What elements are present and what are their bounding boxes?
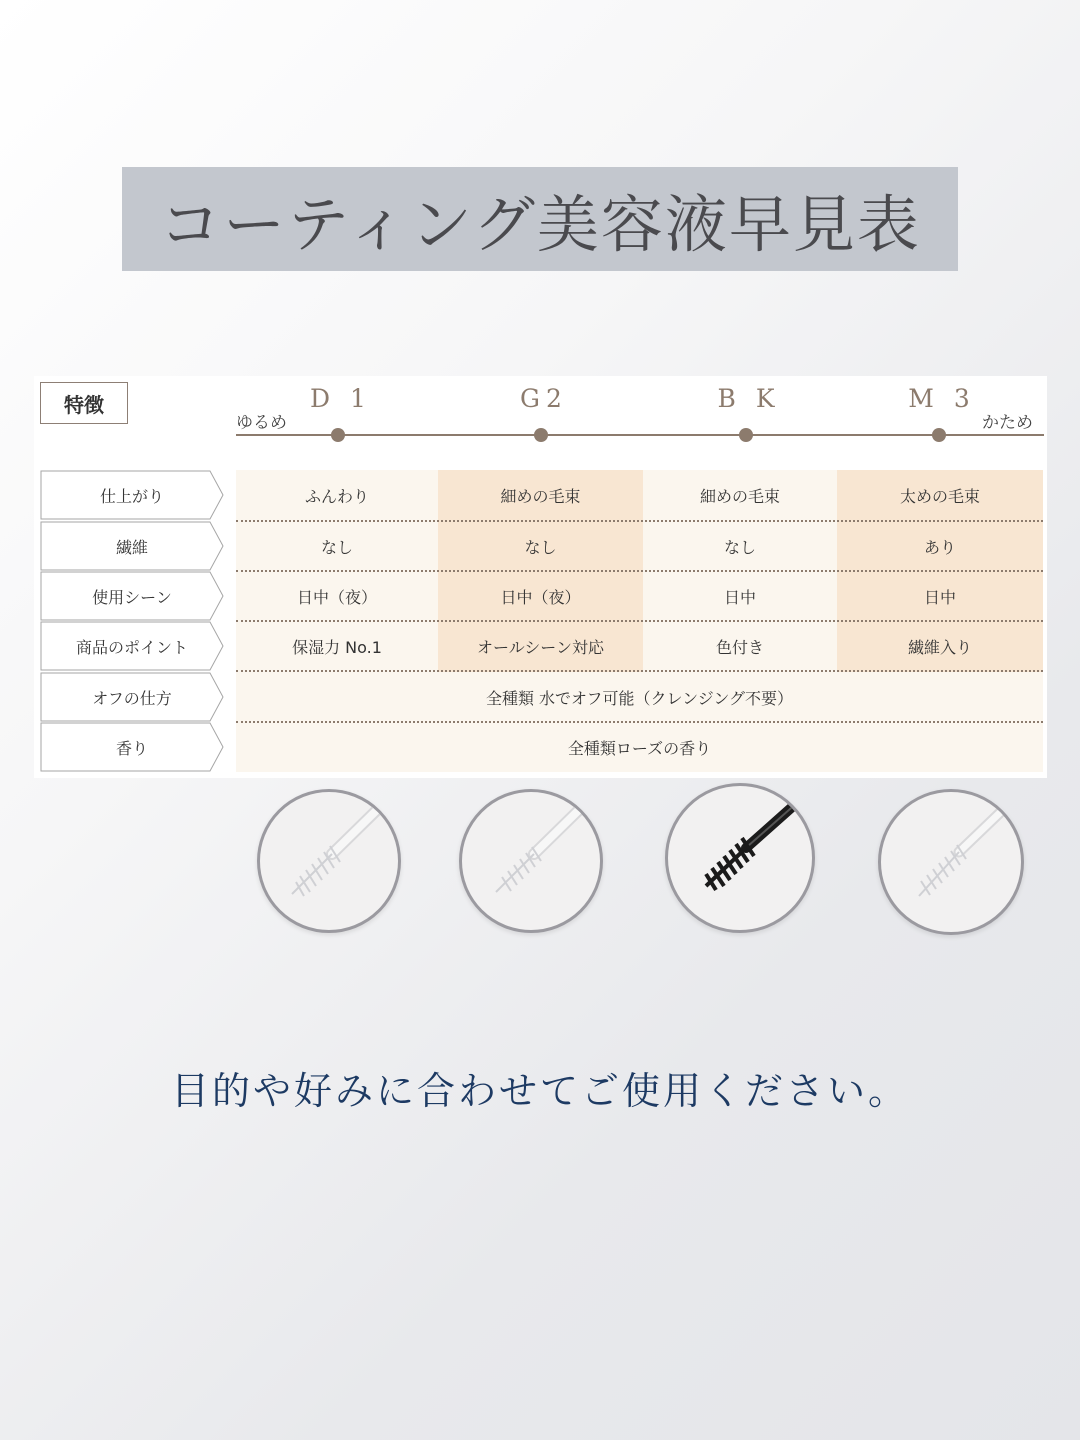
hardness-scale-line xyxy=(236,434,1044,436)
row-label-point xyxy=(40,621,224,671)
product-code-d1: D 1 xyxy=(310,384,372,413)
table-row xyxy=(40,672,1043,722)
row-label-scent xyxy=(40,722,224,772)
table-cell: 日中 xyxy=(923,587,956,607)
table-cell: 色付き xyxy=(715,637,764,657)
page-title: コーティング美容液早見表 xyxy=(159,187,921,261)
row-label-text: 香り xyxy=(115,738,148,758)
mascara-brush-icon xyxy=(668,786,812,930)
table-cell: 繊維入り xyxy=(907,637,972,657)
title-band xyxy=(122,167,958,271)
table-cell: 日中（夜） xyxy=(296,587,377,607)
row-label-fiber xyxy=(40,521,224,571)
product-code-bk: B K xyxy=(717,384,781,413)
scale-dot-d1 xyxy=(331,428,345,442)
table-row xyxy=(40,621,1043,671)
table-row xyxy=(40,521,1043,571)
row-label-text: オフの仕方 xyxy=(92,688,172,708)
mascara-brush-icon xyxy=(881,792,1021,932)
table-cell: ふんわり xyxy=(304,486,369,506)
scale-dot-m3 xyxy=(932,428,946,442)
table-cell: なし xyxy=(524,537,557,557)
brush-image-bk xyxy=(665,783,815,933)
table-cell: なし xyxy=(723,537,756,557)
product-code-g2: G2 xyxy=(520,384,568,413)
scale-soft-label: ゆるめ xyxy=(236,413,287,433)
scale-hard-label: かため xyxy=(982,413,1033,433)
table-cell: 日中（夜） xyxy=(500,587,581,607)
row-label-text: 使用シーン xyxy=(92,587,172,607)
scale-dot-g2 xyxy=(534,428,548,442)
row-label-text: 繊維 xyxy=(115,537,148,557)
merged-cell: 全種類 水でオフ可能（クレンジング不要） xyxy=(485,688,794,708)
row-label-text: 商品のポイント xyxy=(75,637,188,657)
comparison-panel xyxy=(34,376,1047,778)
table-cell: なし xyxy=(320,537,353,557)
feature-header: 特徴 xyxy=(40,382,128,424)
table-cell: オールシーン対応 xyxy=(477,637,604,657)
row-label-removal xyxy=(40,672,224,722)
row-label-text: 仕上がり xyxy=(99,486,164,506)
table-cell: 細めの毛束 xyxy=(699,486,780,506)
footer-message: 目的や好みに合わせてご使用ください。 xyxy=(170,1069,909,1113)
mascara-brush-icon xyxy=(260,792,398,930)
brush-image-d1 xyxy=(257,789,401,933)
table-cell: 日中 xyxy=(723,587,756,607)
scale-dot-bk xyxy=(739,428,753,442)
merged-cell: 全種類ローズの香り xyxy=(567,738,712,758)
product-code-m3: M 3 xyxy=(908,384,976,413)
brush-image-g2 xyxy=(459,789,603,933)
table-cell: 保湿力 No.1 xyxy=(292,637,382,657)
row-label-finish xyxy=(40,470,224,520)
table-cell: あり xyxy=(923,537,956,557)
row-label-scene xyxy=(40,571,224,621)
table-row xyxy=(40,722,1043,772)
table-row xyxy=(40,571,1043,621)
brush-image-m3 xyxy=(878,789,1024,935)
mascara-brush-icon xyxy=(462,792,600,930)
table-cell: 太めの毛束 xyxy=(899,486,980,506)
table-row xyxy=(40,470,1043,520)
table-cell: 細めの毛束 xyxy=(500,486,581,506)
